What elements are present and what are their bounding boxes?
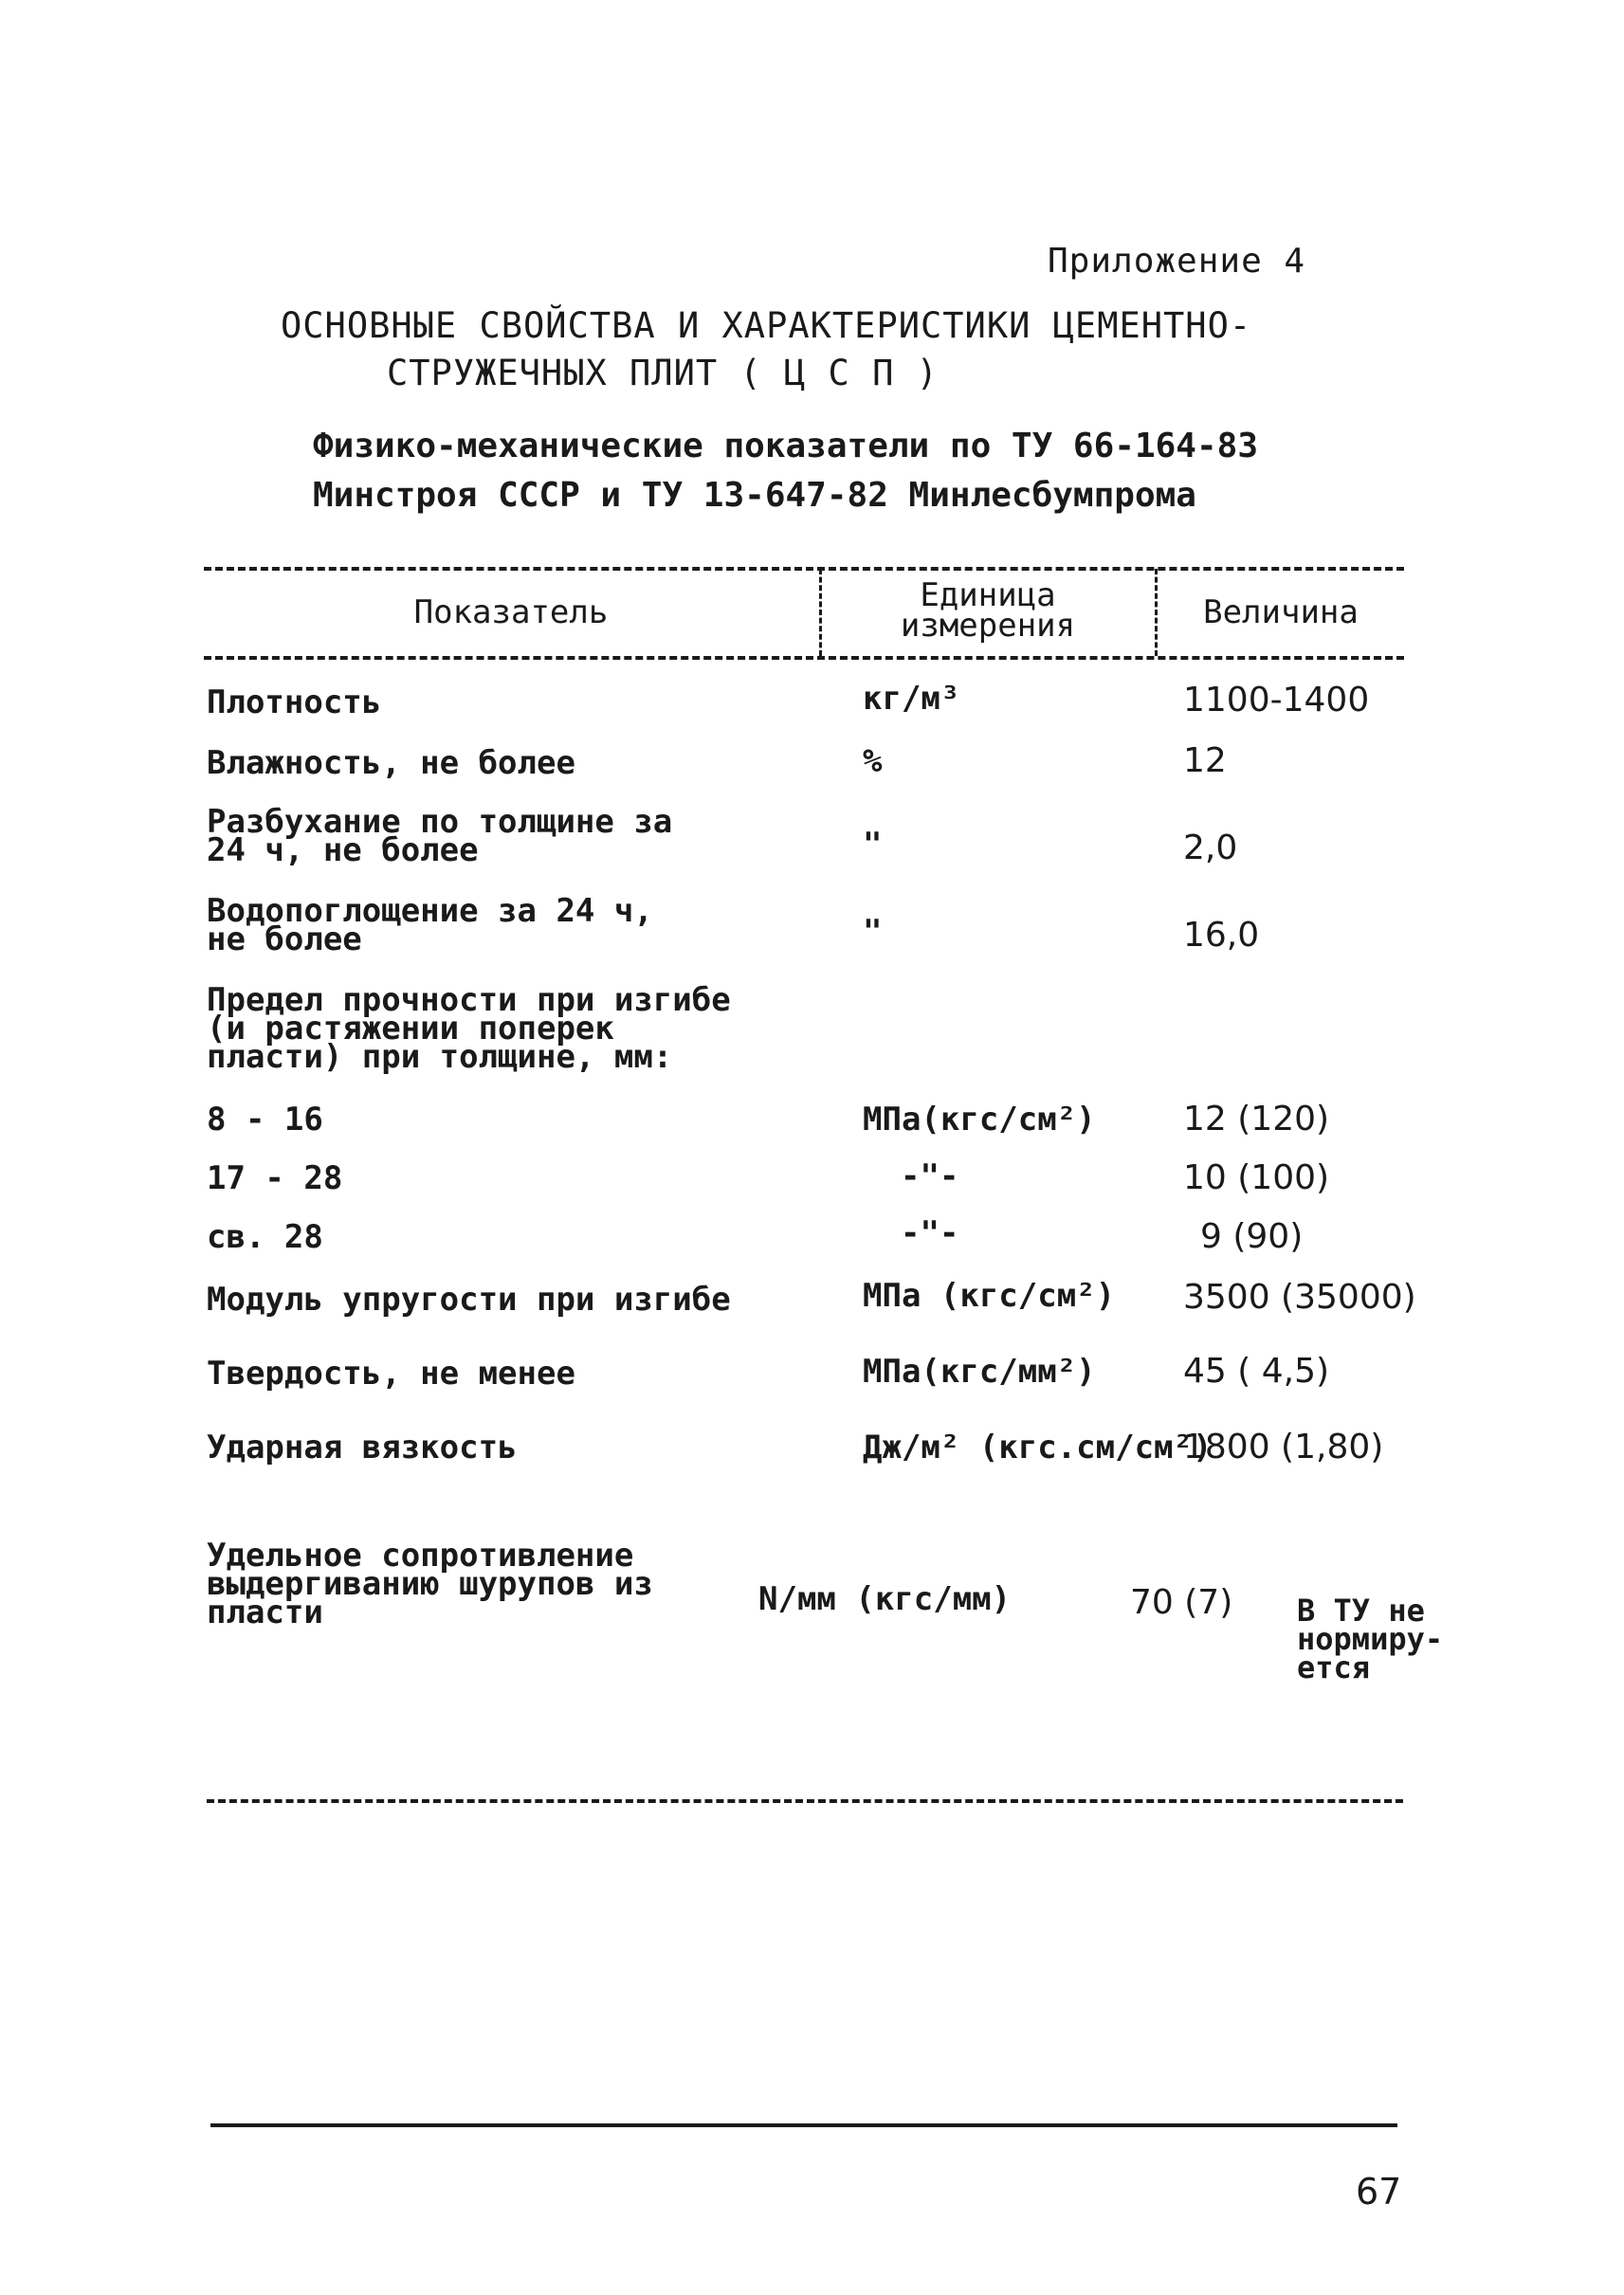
row-unit: "	[863, 826, 883, 864]
column-header-unit: Единица измерения	[900, 576, 1076, 645]
row-indicator: Разбухание по толщине за 24 ч, не более	[207, 803, 673, 869]
row-unit: -"-	[901, 1214, 959, 1252]
row-value: 12 (120)	[1183, 1100, 1330, 1138]
row-unit: МПа(кгс/см²)	[863, 1101, 1096, 1138]
row-unit: N/мм (кгс/мм)	[758, 1580, 1012, 1618]
table-bottom-border	[207, 1799, 1403, 1803]
row-indicator: Удельное сопротивление выдергиванию шурупов из пласти	[207, 1537, 653, 1631]
row-unit: %	[863, 742, 883, 780]
appendix-label: Приложение 4	[1048, 242, 1306, 281]
row-unit: кг/м³	[863, 680, 960, 718]
column-divider-2	[1155, 569, 1158, 656]
row-value: 45 ( 4,5)	[1183, 1352, 1330, 1391]
row-indicator: 17 - 28	[207, 1159, 343, 1197]
row-unit: -"-	[901, 1157, 959, 1195]
row-indicator: Твердость, не менее	[207, 1355, 575, 1393]
row-value: 3500 (35000)	[1183, 1278, 1416, 1317]
table-top-border	[204, 567, 1404, 571]
page-number: 67	[1356, 2171, 1402, 2213]
row-indicator: Ударная вязкость	[207, 1429, 518, 1466]
subtitle-line2: Минстроя СССР и ТУ 13-647-82 Минлесбумпрома	[313, 476, 1196, 515]
document-title-line2: СТРУЖЕЧНЫХ ПЛИТ ( Ц С П )	[387, 353, 939, 393]
row-indicator: св. 28	[207, 1218, 323, 1256]
row-note: В ТУ не нормиру- ется	[1297, 1593, 1444, 1685]
document-title-line1: ОСНОВНЫЕ СВОЙСТВА И ХАРАКТЕРИСТИКИ ЦЕМЕНТНО-	[281, 305, 1252, 346]
row-indicator: Водопоглощение за 24 ч, не более	[207, 892, 653, 958]
row-indicator: Плотность	[207, 683, 382, 721]
row-value: 2,0	[1183, 829, 1238, 867]
row-indicator: Предел прочности при изгибе (и растяжении поперек пласти) при толщине, мм:	[207, 981, 731, 1076]
row-indicator: 8 - 16	[207, 1101, 323, 1138]
row-indicator: Модуль упругости при изгибе	[207, 1281, 731, 1319]
row-value: 9 (90)	[1200, 1217, 1304, 1256]
row-unit: "	[863, 913, 883, 951]
row-unit: МПа(кгс/мм²)	[863, 1353, 1096, 1391]
column-header-value: Величина	[1203, 593, 1359, 631]
row-value: 70 (7)	[1130, 1583, 1233, 1622]
row-indicator: Влажность, не более	[207, 744, 575, 782]
row-value: 1100-1400	[1183, 681, 1370, 719]
row-value: 12	[1183, 741, 1227, 780]
row-value: 1800 (1,80)	[1183, 1428, 1384, 1466]
table-header-border	[204, 656, 1404, 660]
column-header-indicator: Показатель	[413, 593, 609, 631]
row-unit: МПа (кгс/см²)	[863, 1277, 1116, 1315]
subtitle-line1: Физико-механические показатели по ТУ 66-164-83	[313, 427, 1258, 465]
column-divider-1	[819, 569, 822, 656]
row-value: 10 (100)	[1183, 1158, 1330, 1197]
footer-rule	[210, 2123, 1397, 2127]
row-value: 16,0	[1183, 916, 1260, 955]
row-unit: Дж/м² (кгс.см/см²)	[863, 1429, 1213, 1466]
